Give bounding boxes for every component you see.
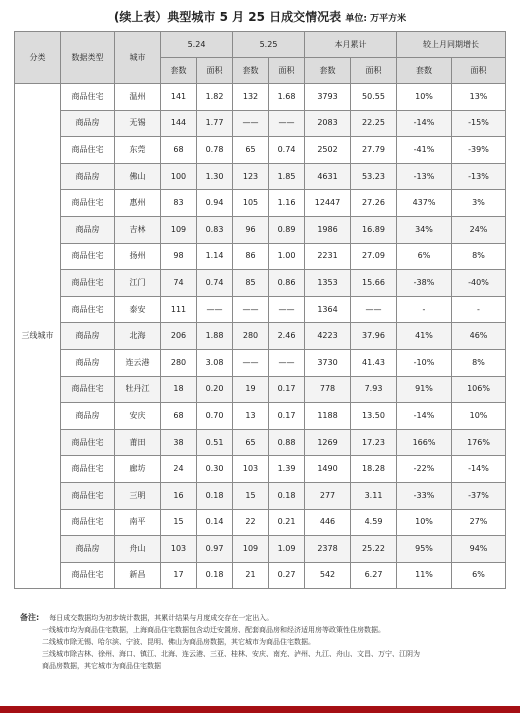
cell-month-sets: 3793 — [305, 84, 351, 111]
cell-area-524: 0.83 — [197, 216, 233, 243]
cell-city: 新昌 — [115, 562, 161, 589]
header-sets: 套数 — [233, 58, 269, 84]
table-row — [15, 509, 506, 536]
cell-month-area: 6.27 — [351, 562, 397, 589]
cell-month-area: 27.09 — [351, 243, 397, 270]
table-row — [15, 270, 506, 297]
cell-sets-525: 22 — [233, 509, 269, 536]
header-area: 面积 — [351, 58, 397, 84]
cell-month-area: 41.43 — [351, 349, 397, 376]
cell-month-sets: 4631 — [305, 163, 351, 190]
cell-sets-525: 15 — [233, 482, 269, 509]
note-line: 一线城市均为商品住宅数据，上海商品住宅数据包含动迁安置房、配套商品房和经济适用房等政策性住房数据。 — [42, 626, 385, 634]
cell-area-524: 1.82 — [197, 84, 233, 111]
cell-month-area: 27.79 — [351, 137, 397, 164]
cell-sets-524: 280 — [161, 349, 197, 376]
table-row — [15, 536, 506, 563]
cell-area-524: —— — [197, 296, 233, 323]
cell-sets-525: 105 — [233, 190, 269, 217]
cell-city: 泰安 — [115, 296, 161, 323]
cell-area-524: 0.14 — [197, 509, 233, 536]
cell-sets-524: 103 — [161, 536, 197, 563]
cell-type: 商品住宅 — [61, 270, 115, 297]
cell-type: 商品住宅 — [61, 562, 115, 589]
cell-month-sets: 2231 — [305, 243, 351, 270]
cell-area-525: 1.39 — [269, 456, 305, 483]
header-date2: 5.25 — [233, 32, 305, 58]
notes-section — [20, 612, 505, 672]
cell-sets-525: —— — [233, 296, 269, 323]
header-area: 面积 — [197, 58, 233, 84]
table-row — [15, 323, 506, 350]
cell-area-524: 1.88 — [197, 323, 233, 350]
cell-month-area: 13.50 — [351, 403, 397, 430]
cell-month-sets: 778 — [305, 376, 351, 403]
cell-city: 北海 — [115, 323, 161, 350]
cell-city: 江门 — [115, 270, 161, 297]
bottom-decor-bar — [0, 706, 520, 713]
table-row — [15, 296, 506, 323]
notes-label: 备注: — [20, 613, 40, 622]
cell-growth-sets: -14% — [397, 403, 452, 430]
cell-month-area: 3.11 — [351, 482, 397, 509]
cell-sets-524: 206 — [161, 323, 197, 350]
table-row — [15, 137, 506, 164]
cell-growth-sets: - — [397, 296, 452, 323]
header-month-total: 本月累计 — [305, 32, 397, 58]
cell-category: 三线城市 — [15, 84, 61, 589]
cell-growth-sets: -33% — [397, 482, 452, 509]
table-row — [15, 429, 506, 456]
cell-area-525: —— — [269, 110, 305, 137]
cell-growth-sets: 437% — [397, 190, 452, 217]
cell-sets-525: —— — [233, 110, 269, 137]
note-line: 三线城市除吉林、徐州、海口、镇江、北海、连云港、三亚、桂林、安庆、南充、泸州、九江、舟山、文昌、万宁、江阴为 — [42, 650, 420, 658]
cell-type: 商品住宅 — [61, 243, 115, 270]
cell-month-area: —— — [351, 296, 397, 323]
cell-sets-524: 15 — [161, 509, 197, 536]
cell-area-525: —— — [269, 296, 305, 323]
cell-area-524: 1.14 — [197, 243, 233, 270]
title-text: (续上表）典型城市 5 月 25 日成交情况表 — [113, 10, 342, 24]
cell-type: 商品房 — [61, 110, 115, 137]
header-sets: 套数 — [397, 58, 452, 84]
cell-month-sets: 2502 — [305, 137, 351, 164]
table-row — [15, 110, 506, 137]
cell-growth-sets: 6% — [397, 243, 452, 270]
cell-area-525: 0.74 — [269, 137, 305, 164]
cell-growth-area: 10% — [452, 403, 506, 430]
cell-growth-area: 24% — [452, 216, 506, 243]
cell-month-sets: 3730 — [305, 349, 351, 376]
cell-sets-525: 65 — [233, 429, 269, 456]
cell-sets-524: 98 — [161, 243, 197, 270]
cell-growth-area: 176% — [452, 429, 506, 456]
header-city: 城市 — [115, 32, 161, 84]
cell-city: 三明 — [115, 482, 161, 509]
cell-growth-area: 94% — [452, 536, 506, 563]
cell-growth-area: -37% — [452, 482, 506, 509]
cell-month-area: 53.23 — [351, 163, 397, 190]
cell-growth-sets: -38% — [397, 270, 452, 297]
note-line: 商品房数据，其它城市为商品住宅数据 — [42, 662, 161, 670]
cell-city: 廊坊 — [115, 456, 161, 483]
cell-area-525: 1.00 — [269, 243, 305, 270]
cell-growth-area: 3% — [452, 190, 506, 217]
cell-area-525: 0.89 — [269, 216, 305, 243]
cell-month-sets: 2083 — [305, 110, 351, 137]
cell-sets-524: 100 — [161, 163, 197, 190]
cell-month-area: 25.22 — [351, 536, 397, 563]
cell-sets-524: 18 — [161, 376, 197, 403]
cell-area-525: 0.27 — [269, 562, 305, 589]
cell-type: 商品住宅 — [61, 137, 115, 164]
cell-area-524: 0.94 — [197, 190, 233, 217]
cell-area-525: 1.16 — [269, 190, 305, 217]
cell-month-sets: 12447 — [305, 190, 351, 217]
cell-type: 商品房 — [61, 216, 115, 243]
cell-month-sets: 277 — [305, 482, 351, 509]
cell-growth-sets: 11% — [397, 562, 452, 589]
cell-city: 莆田 — [115, 429, 161, 456]
cell-sets-524: 109 — [161, 216, 197, 243]
cell-month-sets: 1364 — [305, 296, 351, 323]
cell-month-area: 7.93 — [351, 376, 397, 403]
cell-area-524: 0.74 — [197, 270, 233, 297]
cell-growth-sets: 10% — [397, 84, 452, 111]
cell-area-524: 0.30 — [197, 456, 233, 483]
cell-growth-sets: -13% — [397, 163, 452, 190]
cell-city: 温州 — [115, 84, 161, 111]
cell-sets-524: 38 — [161, 429, 197, 456]
cell-area-524: 0.78 — [197, 137, 233, 164]
cell-month-area: 37.96 — [351, 323, 397, 350]
cell-growth-sets: 10% — [397, 509, 452, 536]
cell-growth-sets: -22% — [397, 456, 452, 483]
cell-sets-524: 111 — [161, 296, 197, 323]
cell-sets-525: 109 — [233, 536, 269, 563]
cell-area-524: 0.18 — [197, 482, 233, 509]
cell-type: 商品房 — [61, 323, 115, 350]
cell-month-area: 4.59 — [351, 509, 397, 536]
cell-growth-area: 13% — [452, 84, 506, 111]
header-category: 分类 — [15, 32, 61, 84]
table-row — [15, 482, 506, 509]
cell-city: 无锡 — [115, 110, 161, 137]
cell-growth-area: -13% — [452, 163, 506, 190]
cell-growth-area: 8% — [452, 349, 506, 376]
cell-area-524: 1.77 — [197, 110, 233, 137]
table-row — [15, 403, 506, 430]
cell-type: 商品住宅 — [61, 456, 115, 483]
cell-month-area: 16.89 — [351, 216, 397, 243]
cell-growth-sets: 41% — [397, 323, 452, 350]
cell-month-area: 18.28 — [351, 456, 397, 483]
cell-growth-area: 106% — [452, 376, 506, 403]
cell-sets-525: 123 — [233, 163, 269, 190]
cell-month-sets: 4223 — [305, 323, 351, 350]
cell-month-sets: 1490 — [305, 456, 351, 483]
cell-growth-sets: 166% — [397, 429, 452, 456]
table-row — [15, 456, 506, 483]
cell-city: 佛山 — [115, 163, 161, 190]
cell-city: 南平 — [115, 509, 161, 536]
cell-month-sets: 1188 — [305, 403, 351, 430]
cell-area-524: 0.51 — [197, 429, 233, 456]
table-row — [15, 190, 506, 217]
header-sets: 套数 — [305, 58, 351, 84]
cell-month-sets: 446 — [305, 509, 351, 536]
unit-label: 单位: 万平方米 — [345, 14, 407, 24]
cell-area-525: 1.09 — [269, 536, 305, 563]
cell-area-525: 0.86 — [269, 270, 305, 297]
cell-growth-area: 6% — [452, 562, 506, 589]
cell-growth-area: 8% — [452, 243, 506, 270]
cell-sets-524: 141 — [161, 84, 197, 111]
cell-type: 商品房 — [61, 403, 115, 430]
cell-sets-524: 68 — [161, 137, 197, 164]
cell-area-525: 0.17 — [269, 376, 305, 403]
cell-growth-sets: 34% — [397, 216, 452, 243]
cell-month-sets: 1269 — [305, 429, 351, 456]
cell-growth-area: - — [452, 296, 506, 323]
cell-sets-525: 132 — [233, 84, 269, 111]
cell-growth-area: 46% — [452, 323, 506, 350]
cell-city: 安庆 — [115, 403, 161, 430]
cell-sets-525: 96 — [233, 216, 269, 243]
cell-month-sets: 1986 — [305, 216, 351, 243]
table-row — [15, 349, 506, 376]
cell-type: 商品房 — [61, 349, 115, 376]
table-row — [15, 84, 506, 111]
cell-growth-sets: -14% — [397, 110, 452, 137]
cell-city: 舟山 — [115, 536, 161, 563]
cell-area-525: 1.68 — [269, 84, 305, 111]
cell-growth-area: 27% — [452, 509, 506, 536]
cell-growth-area: -14% — [452, 456, 506, 483]
cell-type: 商品住宅 — [61, 84, 115, 111]
cell-growth-area: -40% — [452, 270, 506, 297]
cell-sets-525: 103 — [233, 456, 269, 483]
cell-city: 惠州 — [115, 190, 161, 217]
cell-growth-sets: 91% — [397, 376, 452, 403]
cell-city: 连云港 — [115, 349, 161, 376]
cell-type: 商品住宅 — [61, 482, 115, 509]
cell-month-area: 27.26 — [351, 190, 397, 217]
cell-sets-525: 85 — [233, 270, 269, 297]
cell-area-524: 0.20 — [197, 376, 233, 403]
cell-sets-524: 68 — [161, 403, 197, 430]
header-sets: 套数 — [161, 58, 197, 84]
header-area: 面积 — [269, 58, 305, 84]
cell-month-sets: 2378 — [305, 536, 351, 563]
cell-sets-524: 17 — [161, 562, 197, 589]
cell-month-area: 17.23 — [351, 429, 397, 456]
cell-sets-525: 13 — [233, 403, 269, 430]
cell-city: 牡丹江 — [115, 376, 161, 403]
cell-sets-524: 24 — [161, 456, 197, 483]
cell-type: 商品住宅 — [61, 190, 115, 217]
cell-city: 扬州 — [115, 243, 161, 270]
cell-month-area: 50.55 — [351, 84, 397, 111]
cell-city: 吉林 — [115, 216, 161, 243]
header-date1: 5.24 — [161, 32, 233, 58]
cell-month-area: 22.25 — [351, 110, 397, 137]
cell-month-area: 15.66 — [351, 270, 397, 297]
cell-sets-524: 144 — [161, 110, 197, 137]
cell-city: 东莞 — [115, 137, 161, 164]
cell-growth-sets: 95% — [397, 536, 452, 563]
table-row — [15, 243, 506, 270]
cell-area-524: 0.18 — [197, 562, 233, 589]
cell-month-sets: 542 — [305, 562, 351, 589]
cell-type: 商品住宅 — [61, 296, 115, 323]
header-growth: 较上月同期增长 — [397, 32, 506, 58]
cell-area-524: 0.97 — [197, 536, 233, 563]
cell-sets-524: 16 — [161, 482, 197, 509]
cell-sets-524: 83 — [161, 190, 197, 217]
table-row — [15, 376, 506, 403]
table-row — [15, 216, 506, 243]
cell-area-525: 0.18 — [269, 482, 305, 509]
cell-area-524: 0.70 — [197, 403, 233, 430]
header-type: 数据类型 — [61, 32, 115, 84]
cell-area-525: —— — [269, 349, 305, 376]
cell-type: 商品房 — [61, 163, 115, 190]
cell-growth-area: -39% — [452, 137, 506, 164]
cell-area-525: 2.46 — [269, 323, 305, 350]
cell-sets-524: 74 — [161, 270, 197, 297]
cell-area-525: 0.88 — [269, 429, 305, 456]
cell-area-524: 3.08 — [197, 349, 233, 376]
cell-sets-525: 21 — [233, 562, 269, 589]
table-row — [15, 163, 506, 190]
cell-type: 商品房 — [61, 536, 115, 563]
table-row — [15, 562, 506, 589]
transactions-table — [14, 31, 506, 589]
table-header — [15, 32, 506, 84]
note-line: 每日成交数据均为初步统计数据，其累计结果与月度成交存在一定出入。 — [49, 614, 274, 622]
cell-sets-525: 280 — [233, 323, 269, 350]
cell-area-525: 0.21 — [269, 509, 305, 536]
cell-growth-sets: -10% — [397, 349, 452, 376]
cell-sets-525: 86 — [233, 243, 269, 270]
cell-sets-525: 19 — [233, 376, 269, 403]
cell-month-sets: 1353 — [305, 270, 351, 297]
cell-sets-525: —— — [233, 349, 269, 376]
cell-type: 商品住宅 — [61, 376, 115, 403]
cell-area-524: 1.30 — [197, 163, 233, 190]
cell-growth-sets: -41% — [397, 137, 452, 164]
note-line: 二线城市除无锡、哈尔滨、宁波、昆明、佛山为商品房数据，其它城市为商品住宅数据。 — [42, 638, 315, 646]
page-title — [0, 8, 520, 25]
cell-growth-area: -15% — [452, 110, 506, 137]
header-area: 面积 — [452, 58, 506, 84]
cell-sets-525: 65 — [233, 137, 269, 164]
cell-area-525: 1.85 — [269, 163, 305, 190]
cell-type: 商品住宅 — [61, 509, 115, 536]
cell-type: 商品住宅 — [61, 429, 115, 456]
table-body — [15, 84, 506, 589]
cell-area-525: 0.17 — [269, 403, 305, 430]
